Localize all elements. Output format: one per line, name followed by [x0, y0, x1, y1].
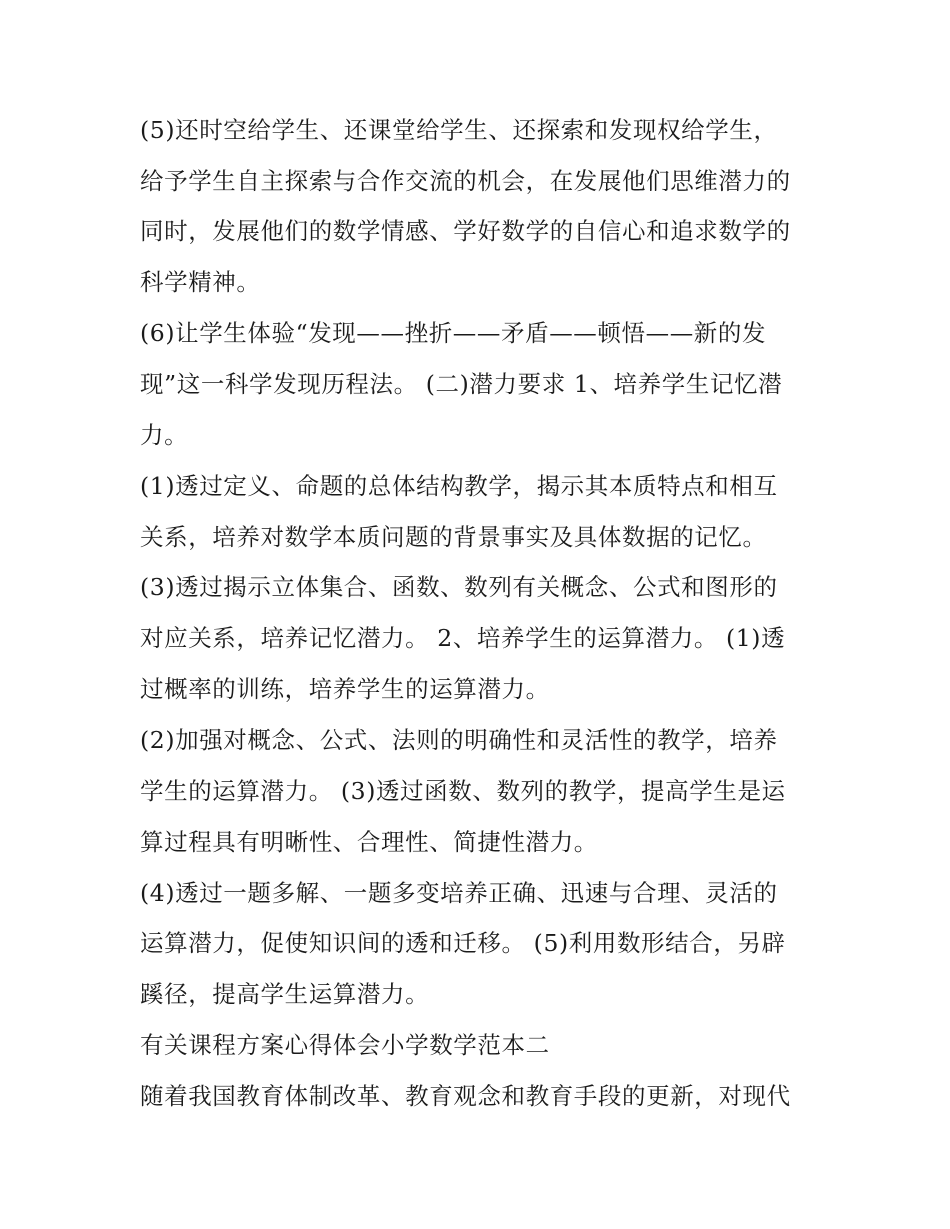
text-line: 随着我国教育体制改革、教育观念和教育手段的更新，对现代 [140, 1082, 791, 1110]
text-line: 科学精神。 [140, 268, 261, 296]
text-line: 现”这一科学发现历程法。 (二)潜力要求 1、培养学生记忆潜 [140, 370, 783, 398]
text-line: (6)让学生体验“发现——挫折——矛盾——顿悟——新的发 [140, 319, 767, 347]
text-line: 同时，发展他们的数学情感、学好数学的自信心和追求数学的 [140, 217, 791, 245]
text-line: 给予学生自主探索与合作交流的机会，在发展他们思维潜力的 [140, 167, 791, 195]
text-line: 算过程具有明晰性、合理性、简捷性潜力。 [140, 828, 598, 856]
text-line: 蹊径，提高学生运算潜力。 [140, 980, 430, 1008]
text-line: 学生的运算潜力。 (3)透过函数、数列的教学，提高学生是运 [140, 777, 786, 805]
text-line: (4)透过一题多解、一题多变培养正确、迅速与合理、灵活的 [140, 879, 778, 907]
text-line: 关系，培养对数学本质问题的背景事实及具体数据的记忆。 [140, 523, 767, 551]
text-line: (5)还时空给学生、还课堂给学生、还探索和发现权给学生， [140, 116, 778, 144]
text-line: (2)加强对概念、公式、法则的明确性和灵活性的教学，培养 [140, 726, 778, 754]
text-line: 运算潜力，促使知识间的透和迁移。 (5)利用数形结合，另辟 [140, 929, 786, 957]
text-line: (1)透过定义、命题的总体结构教学，揭示其本质特点和相互 [140, 472, 778, 500]
section-heading: 有关课程方案心得体会小学数学范本二 [140, 1031, 550, 1059]
text-line: 过概率的训练，培养学生的运算潜力。 [140, 675, 550, 703]
text-line: 力。 [140, 421, 189, 449]
text-line: (3)透过揭示立体集合、函数、数列有关概念、公式和图形的 [140, 573, 778, 601]
text-line: 对应关系，培养记忆潜力。 2、培养学生的运算潜力。 (1)透 [140, 624, 786, 652]
